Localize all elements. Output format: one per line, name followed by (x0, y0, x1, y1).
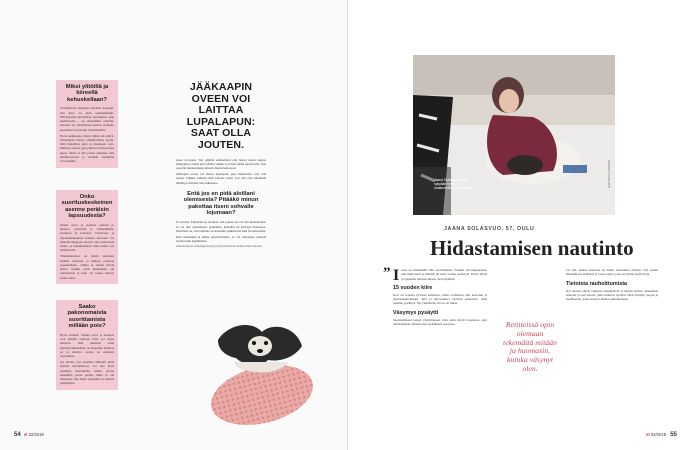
magazine-logo: et (23, 432, 28, 437)
section-heading: Väsymys pysäytti (393, 309, 439, 316)
intro-paragraph (393, 267, 487, 284)
body-paragraph: Ei tarvitse. Tärkeintä on oivaltaa, että jouten olo voi olla monenlaista: se voi olla puutarhassa puuhailua, käsitöitä tai kävelyä luonnossa. Oleellista on, että toiminta on itsessään palkitsevaa eikä tavoitteellista. (176, 220, 266, 234)
body-paragraph: Koti oli lopuksi hyvässä kunnossa, mutta sellaiseen olin kasvanut ja lapsuudenkodissani. Työt ja harrastukset täyttivät kalenterin, enkä osannut pysähtyä. Nyt ymmärrän, että se oli liikaa. (393, 292, 487, 306)
body-paragraph: Nyt aloitan päivät rauhassa aamukahvin ja lehden kanssa. Kuuntelen kehoani ja teen asioita, jotka tuntuvat hyvältä. Olen löytänyt joogan ja meditaation, jotka auttavat minua rauhoittumaan. (566, 288, 658, 302)
middle-column (176, 82, 266, 249)
page-number: 55 (670, 432, 677, 438)
issue-number: 22/2019 (28, 432, 44, 437)
body-paragraph: sussa arvojaan. Voit päättää esimerkiksi olla lasten lasten kanssa kännykät ja somet pois päältä, vaikka se ei heti tunnu luontevalta. Voit opetella tunnistamaan kiireen merkit kehossasi. (176, 157, 266, 171)
sidebar-box-2 (56, 190, 118, 284)
article-headline: Hidastamisen nautinto (430, 236, 634, 260)
drop-cap: I (393, 267, 400, 284)
body-paragraph: Kun tekeminen ei tunnu suorittamiselta, se voi rentouttaa samalla tavalla kuin lepääminen. (176, 234, 266, 244)
box-3-paragraph: Hyvä uutinen! Vaikka arvot ja asenteet ovat pitkälti opittuja, niitä voi myös muuttaa. Kun tunnistat omat käyttäytymismallisi, on helpompi kohdata ne ja miettiä, ovatko ne edelleen tarpeellisia. (60, 332, 114, 359)
right-column-1 (393, 268, 487, 328)
box-1-title: Miksi ylitöillä ja kiireellä kehuskellaan? (65, 84, 109, 103)
body-paragraph: Jääkaapin oveen voi laittaa lupalapun, joka muistuttaa: saat olla jouten. Vaikka sisäinen ääni sanoisi toisin, voit silti olla tekemättä mitään ja katsella ulos ikkunasta. (176, 171, 266, 185)
section-heading: 15 vuoden kiire (393, 284, 433, 291)
right-column-3 (566, 268, 658, 303)
photo-caption: Jaana Solasvuo laittaa nykyään hyvällä omatunnolla ajan itselleen. (434, 178, 474, 191)
question-heading: Entä jos en pidä aloillani olemisesta? Pitääkö minun pakottaa itseni sohvalle lojumaan? (183, 190, 259, 217)
box-1-paragraph: Harva kehkustaa, miten vähän tuli tehtyä. Pienellekin tasolla ymmärrämme hyvin, mitä haitallisia kiire ja aiempaan ovat. Ihminen saattaa jopa jokinsa tarvitsevansa lepoa, mutta ei silti poista aikaansa siitä mielitietoisesti ja vieläkin enemmän arvostamme. (60, 133, 114, 164)
photo-credit: KUVA TAPIO LEHTOMÄKI (608, 160, 611, 189)
pull-quote: Rettiteissä opin olemaan tekemättä mitään ja huomasin, kuinka väsynyt olen. (503, 320, 557, 373)
box-2-title: Onko suorituskeskeinen asenne peräisin lapsuudesta? (61, 194, 113, 220)
page-number: 54 (14, 432, 21, 438)
body-paragraph: Suorittamiseni loppui väsymykseen. Kun aloin käydä terapiassa, opin tunnistamaan, milloin olen lepäämisen tarpeessa. (393, 317, 487, 327)
portrait-photo (413, 55, 615, 215)
byline: JAANA SOLASVUO, 57, OULU (444, 226, 535, 232)
body-paragraph: vat sitä, kuuluu kiireestä tai turhat suoritukset jättänyt. Nyt nautin hitaammasta elämästä ja vapaa-ajasta, joka on täynnä pieniä iloja. (566, 268, 658, 277)
magazine-logo: et (646, 432, 650, 437)
box-2-paragraph: Yhteiskunnassa on menty kiireisen elämän suuntaan ja ihmiset joutuvat sopeutumaan, vaikka se tuntuu heistä liialta. Kaikki eivät kuitenkaan ole samanlaisia ja joku voi kokea kiireen kiehtovaksi. (60, 254, 114, 280)
sidebar-box-1 (56, 80, 118, 168)
dog-on-cushion-illustration (200, 310, 320, 428)
sidebar-box-3 (56, 300, 118, 390)
intro-text: sona on elämänään ollut suorittamista. Vaalitin sitä huippunaan, kun isäni kuoli ja minulle jäi suuri vastuu perheestä. Kävin töissä ja opiskelin samaan aikaan, jotta pärjäisin. (401, 268, 487, 281)
right-folio (646, 432, 677, 438)
expert-credit: Asiantuntijana sosiaalipsykologi ja työhyvinvoinnin tutkija Sanna Taavela (176, 244, 262, 249)
box-2-paragraph: Monet arvot ja asenteet opitaan jo lapsena, perheeltä ja vanhemmilta, kouluista ja kodeista. Vaativassa ja kilpailuhenkisessä kodissa kasvanut voi päätellä lahjojaan olevan vain suoritusten kautta, ja tehokkuudesta tulee tärkeä osa identiteettiä. (60, 222, 114, 253)
left-folio (14, 432, 44, 438)
box-1-paragraph: Sosiaalisessa mediassa huomaa nopeasti, että kiire on kuin kunniamerkki. Päivityksissä kuvaillaan suorituksia: ajan aktiivisuutta – on esimerkiksi urheiltu, reissattu tai lastenlasten kanssa, hoidettu puutarhaa tai leivottu viimemaalille. (60, 106, 114, 132)
issue-number: 22/2019 (650, 432, 667, 437)
quote-mark-icon: ” (383, 265, 391, 281)
section-heading: Tietoista rauhoittumista (566, 280, 628, 287)
box-3-paragraph: Jos tuntuu, että jokainen minuutti pitää käyttää hyödyllisesti, voi olla hyvä pysähtyä miettimään, miksi. Aloita tekemällä jotain pientä, mikä ei ole tehokasta: istu hetki paikallasi ja katsele ympärillesi. (60, 359, 114, 386)
box-3-title: Saako pakonomaista suorittamista millään pois? (67, 304, 107, 330)
feature-quote: JÄÄKAAPIN OVEEN VOI LAITTAA LUPALAPUN: SAAT OLLA JOUTEN. (186, 81, 256, 151)
